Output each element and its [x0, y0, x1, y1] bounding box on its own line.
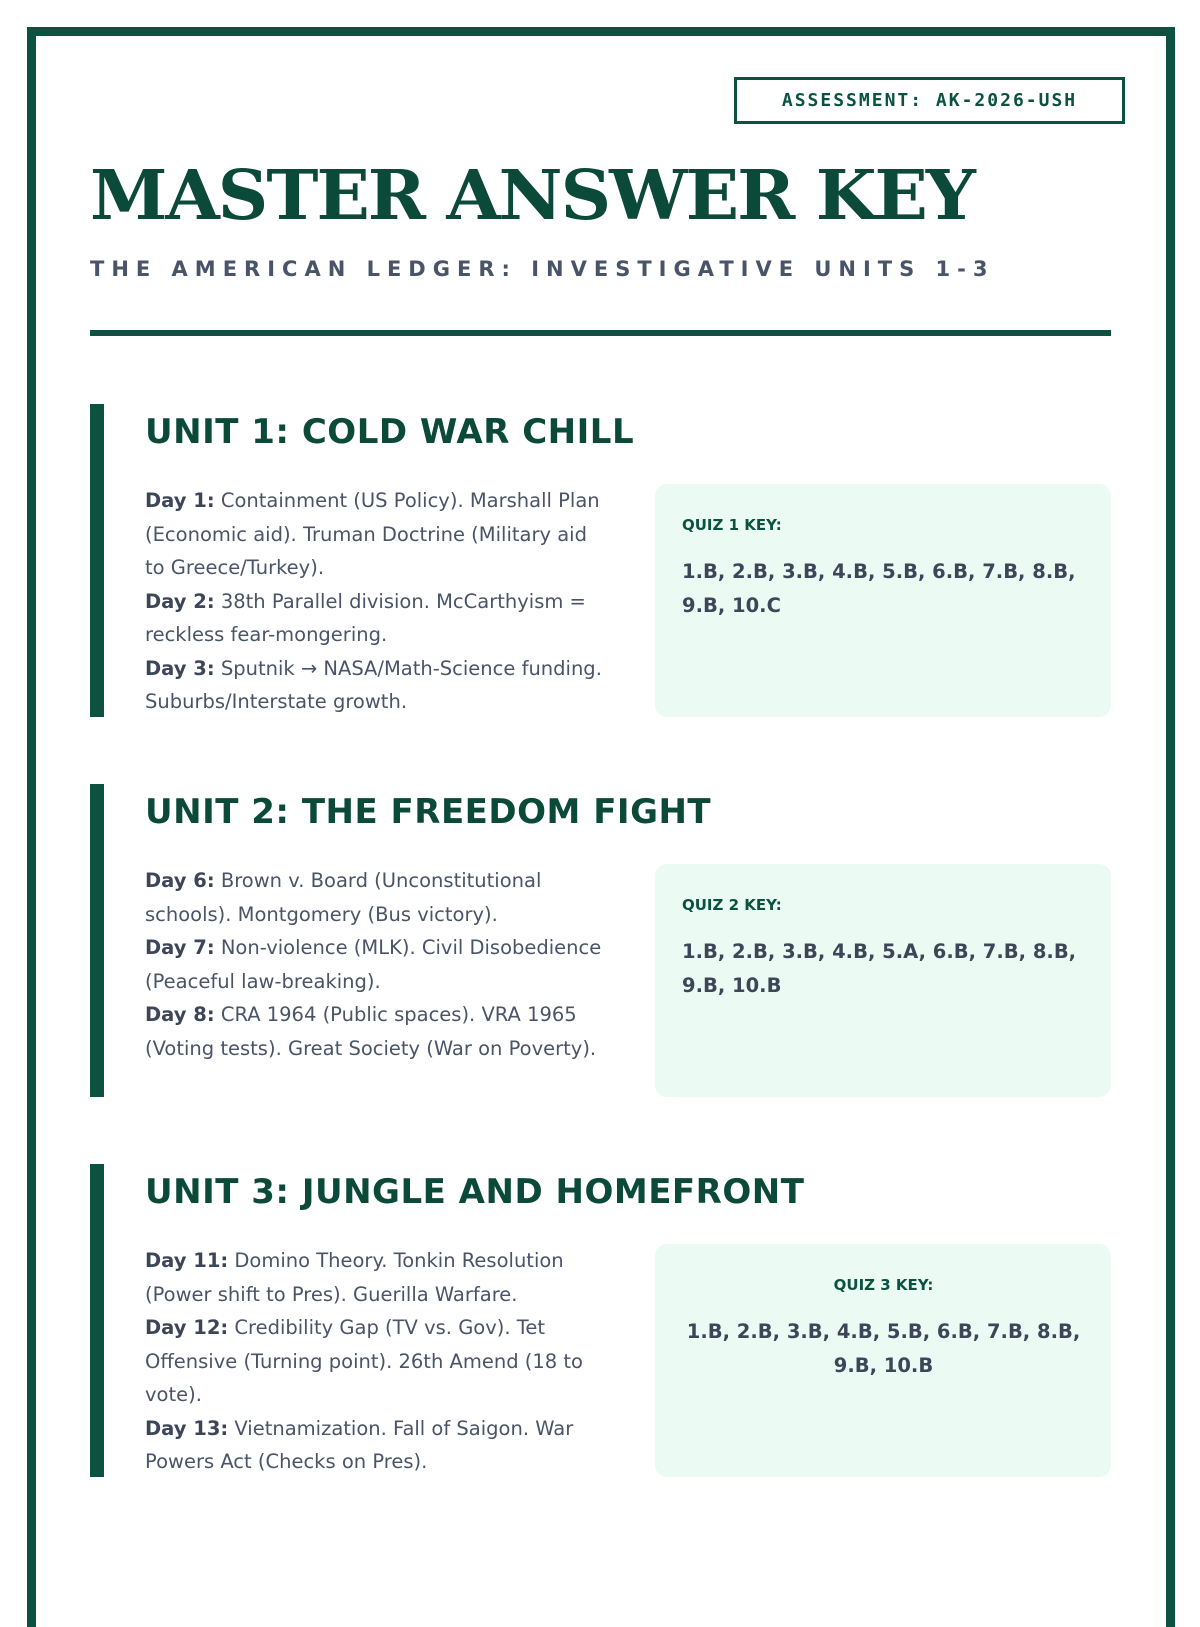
unit-title: UNIT 2: THE FREEDOM FIGHT [145, 792, 712, 832]
unit-title: UNIT 3: JUNGLE AND HOMEFRONT [145, 1172, 805, 1212]
unit-2-section [90, 784, 1111, 1097]
quiz-key-label: QUIZ 3 KEY: [833, 1276, 934, 1294]
unit-notes [145, 484, 610, 719]
unit-accent-bar [90, 1164, 104, 1477]
note-text: CRA 1964 (Public spaces). VRA 1965 (Voting tests). Great Society (War on Poverty). [145, 1003, 597, 1060]
note-line [145, 1311, 610, 1412]
day-label: Day 12: [145, 1316, 229, 1339]
day-label: Day 8: [145, 1003, 215, 1026]
note-line [145, 484, 610, 585]
note-line [145, 1244, 610, 1311]
unit-notes [145, 1244, 610, 1479]
note-text: Sputnik → NASA/Math-Science funding. Suburbs/Interstate growth. [145, 656, 602, 713]
note-line [145, 652, 610, 719]
unit-accent-bar [90, 784, 104, 1097]
unit-title: UNIT 1: COLD WAR CHILL [145, 412, 635, 452]
day-label: Day 7: [145, 936, 215, 959]
day-label: Day 1: [145, 489, 215, 512]
unit-accent-bar [90, 404, 104, 717]
note-line [145, 864, 610, 931]
day-label: Day 2: [145, 589, 215, 613]
page-title: MASTER ANSWER KEY [90, 154, 974, 236]
note-text: Vietnamization. Fall of Saigon. War Powers Act (Checks on Pres). [145, 1416, 574, 1473]
day-label: Day 11: [145, 1249, 229, 1272]
day-label: Day 6: [145, 869, 215, 892]
note-line [145, 931, 610, 998]
header-divider [90, 330, 1111, 336]
note-text: 38th Parallel division. McCarthyism = reckless fear-mongering. [145, 589, 586, 646]
note-text: Credibility Gap (TV vs. Gov). Tet Offensive (Turning point). 26th Amend (18 to vote). [145, 1316, 583, 1406]
quiz-key-box [655, 484, 1111, 717]
page-subtitle: THE AMERICAN LEDGER: INVESTIGATIVE UNITS 1-3 [90, 257, 995, 281]
quiz-key-answers: 1.B, 2.B, 3.B, 4.B, 5.B, 6.B, 7.B, 8.B, 9.B, 10.B [686, 1320, 1081, 1377]
note-text: Non-violence (MLK). Civil Disobedience (Peaceful law-breaking). [145, 936, 602, 993]
unit-3-section [90, 1164, 1111, 1477]
quiz-key-box [655, 864, 1111, 1097]
note-line [145, 585, 610, 652]
note-line [145, 1412, 610, 1479]
quiz-key-label: QUIZ 2 KEY: [682, 896, 782, 914]
quiz-key-answers: 1.B, 2.B, 3.B, 4.B, 5.B, 6.B, 7.B, 8.B, 9.B, 10.C [682, 560, 1076, 617]
assessment-id-badge: ASSESSMENT: AK-2026-USH [734, 77, 1125, 124]
note-text: Domino Theory. Tonkin Resolution (Power shift to Pres). Guerilla Warfare. [145, 1249, 564, 1306]
note-line [145, 998, 610, 1065]
unit-notes [145, 864, 610, 1065]
quiz-key-answers: 1.B, 2.B, 3.B, 4.B, 5.A, 6.B, 7.B, 8.B, 9.B, 10.B [682, 940, 1077, 997]
quiz-key-box [655, 1244, 1111, 1477]
note-text: Containment (US Policy). Marshall Plan (Economic aid). Truman Doctrine (Military aid to Greece/Turkey). [145, 489, 600, 579]
note-text: Brown v. Board (Unconstitutional schools). Montgomery (Bus victory). [145, 869, 542, 926]
day-label: Day 13: [145, 1416, 229, 1440]
unit-1-section [90, 404, 1111, 717]
day-label: Day 3: [145, 656, 215, 680]
quiz-key-label: QUIZ 1 KEY: [682, 516, 782, 534]
